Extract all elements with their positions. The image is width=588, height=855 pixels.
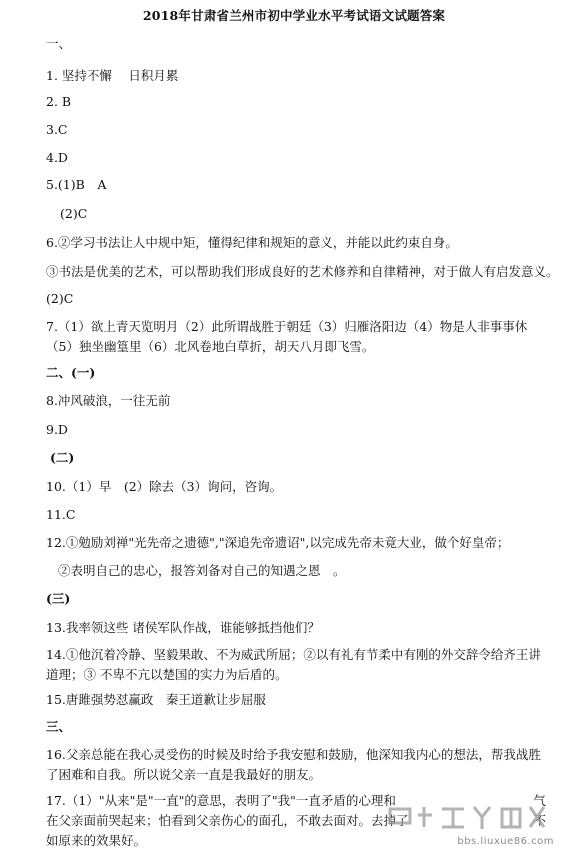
section-heading: (二) bbox=[50, 450, 75, 465]
answer-line: 1. 坚持不懈 日积月累 bbox=[46, 68, 179, 83]
answer-line: 17.（1）"从来"是"一直"的意思，表明了"我"一直矛盾的心理和 气在父亲面前哭起来；怕看到父亲伤心的面孔，不敢去面对。去掉了 不如原来的效果好。 bbox=[46, 793, 547, 848]
answer-line: ②表明自己的忠心，报答刘备对自己的知遇之恩 。 bbox=[58, 563, 346, 578]
answer-line: 7.（1）欲上青天览明月（2）此所谓战胜于朝廷（3）归雁洛阳边（4）物是人非事事休（5）独坐幽篁里（6）北风卷地白草折，胡天八月即飞雪。 bbox=[46, 319, 528, 354]
document-title: 2018年甘肃省兰州市初中学业水平考试语文试题答案 bbox=[142, 8, 446, 23]
answer-line: ③书法是优美的艺术，可以帮助我们形成良好的艺术修养和自律精神，对于做人有启发意义。 bbox=[46, 264, 559, 279]
answer-line: 11.C bbox=[46, 507, 76, 522]
answer-line: 16.父亲总能在我心灵受伤的时候及时给予我安慰和鼓励，他深知我内心的想法，帮我战胜了困难和自我。所以说父亲一直是我最好的朋友。 bbox=[46, 747, 541, 782]
answer-line: 13.我率领这些 诸侯军队作战，谁能够抵挡他们？ bbox=[46, 620, 320, 635]
section-heading: (三) bbox=[46, 591, 71, 606]
answer-line: 8.冲风破浪，一往无前 bbox=[46, 393, 171, 408]
section-heading: 三、 bbox=[46, 719, 72, 734]
answer-line: (2)C bbox=[60, 206, 88, 221]
watermark-text: bbs.liuxue86.com bbox=[457, 836, 554, 847]
answer-line: 3.C bbox=[46, 122, 68, 137]
answer-line: 14.①他沉着冷静、坚毅果敢、不为威武所屈；②以有礼有节柔中有刚的外交辞令给齐王讲道理；③ 不卑不亢以楚国的实力为后盾的。 bbox=[46, 647, 541, 682]
answer-line: 12.①勉励刘禅"光先帝之遗德","深追先帝遗诏",以完成先帝未竟大业，做个好皇帝； bbox=[46, 535, 510, 550]
answer-line: 15.唐雎强势怼赢政 秦王道歉让步屈服 bbox=[46, 692, 266, 707]
section-heading: 一、 bbox=[46, 36, 72, 51]
answer-line: 2. B bbox=[46, 94, 72, 109]
answer-line: 6.②学习书法让人中规中矩，懂得纪律和规矩的意义，并能以此约束自身。 bbox=[46, 235, 458, 250]
answer-line: 4.D bbox=[46, 150, 68, 165]
section-heading: 二、(一) bbox=[46, 365, 96, 380]
answer-line: 5.(1)B A bbox=[46, 177, 107, 192]
answer-line: 10.（1）早 (2）除去（3）询问，咨询。 bbox=[46, 479, 283, 494]
answer-line: (2)C bbox=[46, 291, 74, 306]
answer-line: 9.D bbox=[46, 422, 68, 437]
